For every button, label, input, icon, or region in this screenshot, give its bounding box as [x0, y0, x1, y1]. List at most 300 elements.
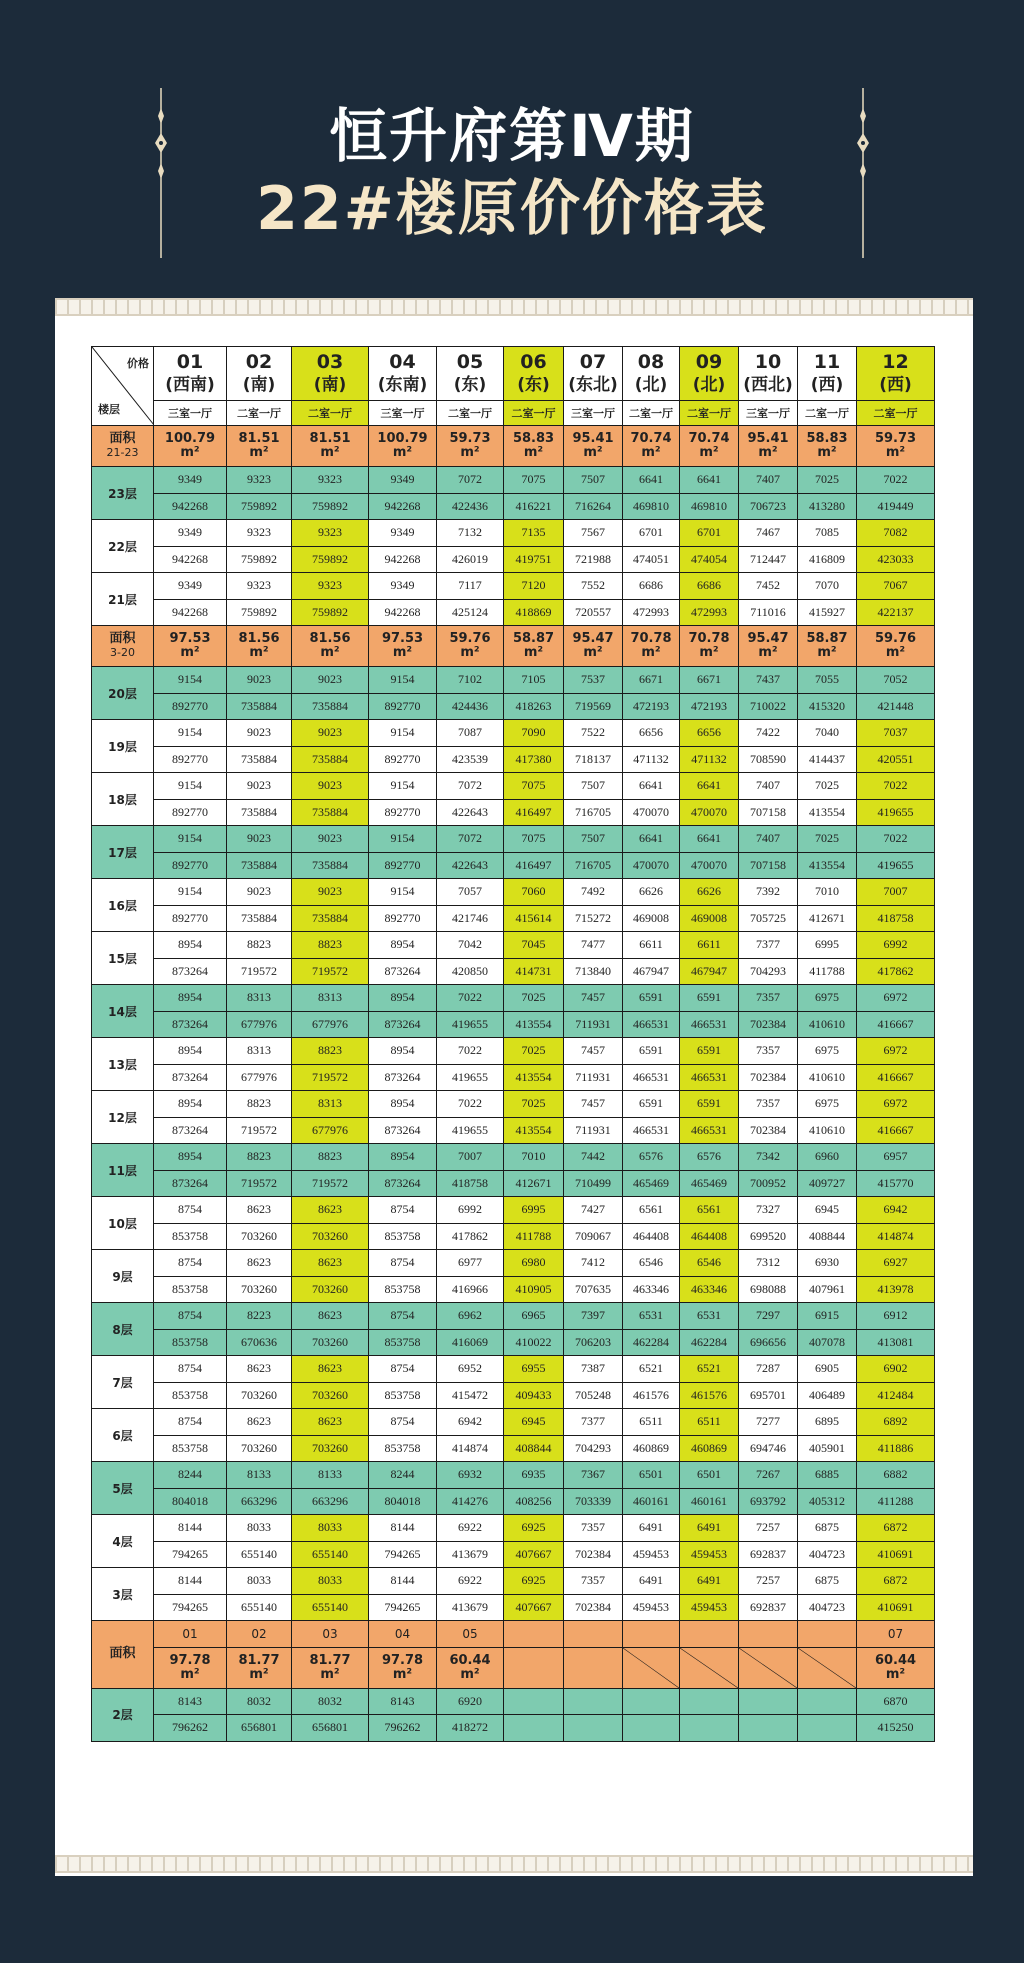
total-price-cell: 796262 — [154, 1715, 227, 1742]
total-price-cell: 892770 — [154, 746, 227, 773]
unit-price-cell: 7357 — [739, 1091, 798, 1118]
floor-row-unit-price — [92, 667, 935, 694]
unit-price-cell: 8754 — [154, 1356, 227, 1383]
total-price-cell: 702384 — [739, 1117, 798, 1144]
unit-price-cell: 7025 — [798, 467, 857, 494]
total-price-cell: 873264 — [154, 1011, 227, 1038]
room-type-cell: 二室一厅 — [292, 400, 369, 425]
floor-row-unit-price — [92, 1568, 935, 1595]
unit-price-cell: 6915 — [798, 1303, 857, 1330]
area-unit: m² — [249, 645, 269, 660]
area-value: 70.78 — [688, 631, 730, 646]
unit-price-cell: 9154 — [154, 667, 227, 694]
total-price-cell: 706723 — [739, 493, 798, 520]
total-price-cell: 466531 — [623, 1064, 680, 1091]
unit-number: 04 — [389, 351, 416, 374]
floor-row-unit-price — [92, 1515, 935, 1542]
total-price-cell: 413554 — [798, 799, 857, 826]
unit-price-cell: 7297 — [739, 1303, 798, 1330]
total-price-cell: 466531 — [623, 1011, 680, 1038]
unit-price-cell: 6912 — [857, 1303, 935, 1330]
total-price-cell: 703260 — [227, 1382, 292, 1409]
total-price-cell: 719572 — [227, 1117, 292, 1144]
total-price-cell: 413081 — [857, 1329, 935, 1356]
total-price-cell: 804018 — [369, 1488, 437, 1515]
unit-price-cell: 7025 — [504, 1038, 564, 1065]
unit-price-cell: 7257 — [739, 1568, 798, 1595]
total-price-cell: 712447 — [739, 546, 798, 573]
total-price-cell: 853758 — [369, 1435, 437, 1462]
unit-price-cell: 9023 — [292, 667, 369, 694]
total-price-cell: 413280 — [798, 493, 857, 520]
area-unit: m² — [523, 645, 544, 660]
unit-price-cell: 6561 — [623, 1197, 680, 1224]
unit-price-cell: 6591 — [680, 1091, 739, 1118]
area-value: 58.87 — [806, 631, 848, 646]
total-price-cell: 421448 — [857, 693, 935, 720]
area-cell — [739, 626, 798, 667]
unit-orientation: (南) — [313, 375, 347, 396]
room-type-cell: 二室一厅 — [798, 400, 857, 425]
total-price-cell: 410610 — [798, 1117, 857, 1144]
unit-price-cell: 6491 — [680, 1568, 739, 1595]
unit-price-cell: 6977 — [437, 1250, 504, 1277]
total-price-cell: 892770 — [154, 852, 227, 879]
unit-price-cell: 6975 — [798, 985, 857, 1012]
area-row — [92, 626, 935, 667]
floor2-unit-number — [564, 1621, 623, 1648]
unit-price-cell: 7025 — [798, 826, 857, 853]
area-label: 面积 — [109, 431, 136, 446]
total-price-cell: 419655 — [857, 799, 935, 826]
unit-price-cell: 6531 — [680, 1303, 739, 1330]
floor-row-total-price — [92, 1223, 935, 1250]
total-price-cell: 853758 — [369, 1276, 437, 1303]
total-price-cell: 411288 — [857, 1488, 935, 1515]
total-price-cell: 459453 — [680, 1541, 739, 1568]
total-price-cell: 469008 — [623, 905, 680, 932]
floor2-unit-number — [798, 1621, 857, 1648]
floor-label: 22层 — [92, 520, 154, 573]
unit-price-cell: 8754 — [154, 1250, 227, 1277]
floor2-unit-price-row — [92, 1688, 935, 1715]
unit-price-cell: 8313 — [292, 1091, 369, 1118]
floor2-unit-number-row — [92, 1621, 935, 1648]
unit-price-cell: 8954 — [154, 1038, 227, 1065]
total-price-cell: 414874 — [857, 1223, 935, 1250]
unit-price-cell: 9154 — [154, 773, 227, 800]
unit-price-cell: 9323 — [227, 520, 292, 547]
area-cell — [680, 626, 739, 667]
total-price-cell: 416497 — [504, 852, 564, 879]
total-price-cell: 735884 — [227, 905, 292, 932]
area-unit: m² — [180, 1666, 200, 1682]
total-price-cell: 703260 — [227, 1276, 292, 1303]
floor-row-total-price — [92, 1117, 935, 1144]
unit-price-cell: 8823 — [292, 1144, 369, 1171]
room-type-cell: 三室一厅 — [564, 400, 623, 425]
unit-price-cell: 7055 — [798, 667, 857, 694]
unit-price-cell: 9154 — [154, 720, 227, 747]
unit-price-cell: 9154 — [369, 667, 437, 694]
floor-row-unit-price — [92, 1197, 935, 1224]
unit-price-cell: 6591 — [680, 985, 739, 1012]
unit-price-cell: 8143 — [369, 1688, 437, 1715]
unit-number: 06 — [520, 351, 547, 374]
total-price-cell: 418272 — [437, 1715, 504, 1742]
total-price-cell: 414437 — [798, 746, 857, 773]
unit-price-cell: 8823 — [227, 1144, 292, 1171]
unit-price-cell: 6942 — [857, 1197, 935, 1224]
total-price-cell: 419655 — [437, 1064, 504, 1091]
total-price-cell: 460161 — [680, 1488, 739, 1515]
unit-price-cell: 8143 — [154, 1688, 227, 1715]
area-label-cell — [92, 426, 154, 467]
area-value: 97.53 — [381, 631, 424, 646]
unit-price-cell: 6491 — [623, 1515, 680, 1542]
floor2-area-cell — [680, 1647, 739, 1688]
unit-price-cell: 6895 — [798, 1409, 857, 1436]
unit-price-cell: 7507 — [564, 773, 623, 800]
floor-label: 8层 — [92, 1303, 154, 1356]
floor-label: 23层 — [92, 467, 154, 520]
total-price-cell: 796262 — [369, 1715, 437, 1742]
unit-price-cell: 7392 — [739, 879, 798, 906]
total-price-cell: 471132 — [623, 746, 680, 773]
total-price-cell: 892770 — [154, 693, 227, 720]
area-cell — [437, 626, 504, 667]
unit-price-cell: 7357 — [739, 985, 798, 1012]
total-price-cell: 735884 — [292, 799, 369, 826]
total-price-cell: 470070 — [623, 852, 680, 879]
unit-price-cell: 8313 — [227, 985, 292, 1012]
total-price-cell: 463346 — [623, 1276, 680, 1303]
unit-price-cell: 6872 — [857, 1568, 935, 1595]
total-price-cell: 700952 — [739, 1170, 798, 1197]
unit-price-cell: 9023 — [227, 773, 292, 800]
total-price-cell: 412671 — [504, 1170, 564, 1197]
area-unit: m² — [758, 445, 778, 460]
total-price-cell: 415472 — [437, 1382, 504, 1409]
unit-price-cell: 8823 — [227, 932, 292, 959]
total-price-cell: 472193 — [680, 693, 739, 720]
unit-number: 07 — [579, 351, 607, 374]
corner-floor-label: 楼层 — [98, 403, 120, 416]
unit-price-cell: 7377 — [739, 932, 798, 959]
floor-row-total-price — [92, 905, 935, 932]
unit-price-cell: 6975 — [798, 1091, 857, 1118]
total-price-cell: 422643 — [437, 852, 504, 879]
unit-header-10 — [739, 347, 798, 401]
unit-price-cell: 6972 — [857, 985, 935, 1012]
total-price-cell: 702384 — [739, 1064, 798, 1091]
area-value: 60.44 — [874, 1652, 917, 1668]
unit-price-cell: 9023 — [227, 667, 292, 694]
floor-row-total-price — [92, 1329, 935, 1356]
area-value: 70.74 — [688, 431, 730, 446]
bottom-border-pattern — [55, 1855, 973, 1873]
area-cell — [154, 626, 227, 667]
unit-price-cell: 7072 — [437, 467, 504, 494]
area-value: 95.41 — [747, 431, 789, 446]
unit-price-cell: 6641 — [623, 773, 680, 800]
total-price-cell: 719572 — [292, 1170, 369, 1197]
total-price-cell: 416667 — [857, 1064, 935, 1091]
total-price-cell: 677976 — [292, 1117, 369, 1144]
unit-price-cell: 6955 — [504, 1356, 564, 1383]
unit-price-cell — [623, 1688, 680, 1715]
room-type-cell: 二室一厅 — [680, 400, 739, 425]
total-price-cell: 735884 — [292, 905, 369, 932]
unit-price-cell: 7552 — [564, 573, 623, 600]
total-price-cell: 804018 — [154, 1488, 227, 1515]
area-value: 97.78 — [169, 1652, 211, 1668]
floor-row-unit-price — [92, 1409, 935, 1436]
unit-price-cell: 8823 — [292, 1038, 369, 1065]
unit-price-cell: 8144 — [154, 1568, 227, 1595]
total-price-cell: 466531 — [680, 1117, 739, 1144]
floor-row-unit-price — [92, 1144, 935, 1171]
unit-header-02 — [227, 347, 292, 401]
floor-row-total-price — [92, 599, 935, 626]
floor-label: 9层 — [92, 1250, 154, 1303]
total-price-cell: 413554 — [504, 1064, 564, 1091]
unit-price-cell: 7010 — [504, 1144, 564, 1171]
unit-price-cell: 7537 — [564, 667, 623, 694]
unit-price-cell: 7132 — [437, 520, 504, 547]
total-price-cell: 410691 — [857, 1594, 935, 1621]
unit-price-cell: 7072 — [437, 826, 504, 853]
unit-price-cell: 9349 — [369, 573, 437, 600]
area-value: 60.44 — [449, 1652, 491, 1668]
unit-number: 09 — [695, 351, 723, 374]
unit-price-cell: 7442 — [564, 1144, 623, 1171]
area-value: 70.78 — [630, 631, 672, 646]
area-unit: m² — [392, 445, 413, 460]
title-line-1: 恒升府第Ⅳ期 — [329, 102, 695, 170]
area-cell — [564, 426, 623, 467]
unit-price-cell: 7060 — [504, 879, 564, 906]
total-price-cell: 715272 — [564, 905, 623, 932]
total-price-cell: 407667 — [504, 1541, 564, 1568]
total-price-cell: 942268 — [369, 493, 437, 520]
unit-number: 05 — [456, 351, 484, 374]
total-price-cell: 415614 — [504, 905, 564, 932]
room-type-cell: 二室一厅 — [857, 400, 935, 425]
area-unit: m² — [885, 645, 906, 660]
floor2-unit-number: 05 — [437, 1621, 504, 1648]
unit-price-cell: 7022 — [857, 826, 935, 853]
unit-price-cell: 9323 — [292, 520, 369, 547]
total-price-cell: 470070 — [623, 799, 680, 826]
unit-number: 01 — [176, 351, 204, 374]
unit-price-cell: 6952 — [437, 1356, 504, 1383]
unit-orientation: (北) — [634, 375, 668, 396]
total-price-cell: 794265 — [154, 1594, 227, 1621]
unit-price-cell: 6870 — [857, 1688, 935, 1715]
area-unit: m² — [320, 645, 340, 660]
unit-price-cell: 6576 — [623, 1144, 680, 1171]
total-price-cell: 705248 — [564, 1382, 623, 1409]
total-price-cell: 462284 — [680, 1329, 739, 1356]
total-price-cell: 794265 — [369, 1594, 437, 1621]
area-cell — [798, 626, 857, 667]
unit-header-04 — [369, 347, 437, 401]
unit-price-cell: 9323 — [292, 467, 369, 494]
total-price-cell: 942268 — [154, 599, 227, 626]
area-floor-range: 3-20 — [110, 646, 135, 659]
floor-row-total-price — [92, 546, 935, 573]
area-floor-range: 21-23 — [106, 446, 139, 459]
floor2-area-cell — [154, 1647, 227, 1688]
area-unit: m² — [392, 645, 413, 660]
total-price-cell: 710499 — [564, 1170, 623, 1197]
total-price-cell: 419655 — [437, 1011, 504, 1038]
unit-price-cell: 7007 — [857, 879, 935, 906]
unit-orientation: (南) — [242, 375, 276, 396]
unit-price-cell: 8954 — [369, 1038, 437, 1065]
unit-price-cell: 6942 — [437, 1409, 504, 1436]
unit-price-cell: 7052 — [857, 667, 935, 694]
total-price-cell: 413679 — [437, 1594, 504, 1621]
floor2-unit-number: 07 — [857, 1621, 935, 1648]
floor-label: 7层 — [92, 1356, 154, 1409]
total-price-cell: 416667 — [857, 1117, 935, 1144]
total-price-cell: 423033 — [857, 546, 935, 573]
area-value: 100.79 — [377, 431, 428, 446]
total-price-cell: 735884 — [227, 799, 292, 826]
total-price-cell: 892770 — [369, 693, 437, 720]
unit-price-cell: 7407 — [739, 467, 798, 494]
unit-price-cell: 8033 — [292, 1568, 369, 1595]
area-value: 81.56 — [309, 631, 351, 646]
unit-price-cell: 6511 — [680, 1409, 739, 1436]
total-price-cell: 419655 — [437, 1117, 504, 1144]
total-price-cell: 464408 — [680, 1223, 739, 1250]
total-price-cell: 472993 — [623, 599, 680, 626]
total-price-cell: 467947 — [623, 958, 680, 985]
unit-price-cell: 6957 — [857, 1144, 935, 1171]
total-price-cell: 892770 — [154, 905, 227, 932]
floor2-unit-number: 02 — [227, 1621, 292, 1648]
area-cell — [680, 426, 739, 467]
total-price-cell: 466531 — [680, 1064, 739, 1091]
area-value: 95.47 — [572, 631, 614, 646]
unit-price-cell: 7057 — [437, 879, 504, 906]
total-price-cell: 426019 — [437, 546, 504, 573]
total-price-cell: 759892 — [227, 546, 292, 573]
unit-price-cell: 7075 — [504, 773, 564, 800]
unit-orientation: (西) — [879, 375, 912, 396]
unit-price-cell: 6591 — [623, 1091, 680, 1118]
total-price-cell: 470070 — [680, 852, 739, 879]
floor-label: 2层 — [92, 1688, 154, 1741]
total-price-cell: 469810 — [680, 493, 739, 520]
floor-row-unit-price — [92, 1303, 935, 1330]
floor-label: 11层 — [92, 1144, 154, 1197]
total-price-cell: 677976 — [292, 1011, 369, 1038]
total-price-cell: 408256 — [504, 1488, 564, 1515]
unit-price-cell: 7492 — [564, 879, 623, 906]
floor-label: 6层 — [92, 1409, 154, 1462]
unit-price-cell: 8032 — [292, 1688, 369, 1715]
unit-price-cell: 7022 — [857, 773, 935, 800]
unit-orientation: (西) — [810, 375, 844, 396]
unit-number: 11 — [813, 351, 841, 374]
floor-row-total-price — [92, 746, 935, 773]
unit-price-cell: 7477 — [564, 932, 623, 959]
unit-price-cell: 7105 — [504, 667, 564, 694]
area-unit: m² — [583, 645, 603, 660]
area-unit: m² — [817, 645, 837, 660]
floor2-unit-number — [739, 1621, 798, 1648]
floor-row-total-price — [92, 852, 935, 879]
unit-price-cell: 6626 — [680, 879, 739, 906]
unit-price-cell: 7257 — [739, 1515, 798, 1542]
floor2-area-cell — [227, 1647, 292, 1688]
total-price-cell: 708590 — [739, 746, 798, 773]
floor-label: 21层 — [92, 573, 154, 626]
unit-price-cell: 6995 — [798, 932, 857, 959]
area-value: 81.56 — [238, 631, 280, 646]
unit-price-cell: 9349 — [154, 467, 227, 494]
unit-price-cell: 6641 — [623, 826, 680, 853]
unit-price-cell: 9154 — [369, 773, 437, 800]
unit-price-cell: 7567 — [564, 520, 623, 547]
unit-price-cell: 9154 — [154, 879, 227, 906]
unit-price-cell: 6935 — [504, 1462, 564, 1489]
total-price-cell: 472993 — [680, 599, 739, 626]
unit-price-cell: 6992 — [437, 1197, 504, 1224]
total-price-cell: 853758 — [154, 1382, 227, 1409]
total-price-cell — [680, 1715, 739, 1742]
unit-price-cell: 8623 — [292, 1250, 369, 1277]
area-value: 58.83 — [806, 431, 848, 446]
total-price-cell: 702384 — [564, 1541, 623, 1568]
unit-price-cell: 6925 — [504, 1515, 564, 1542]
total-price-cell: 467947 — [680, 958, 739, 985]
unit-price-cell: 6671 — [680, 667, 739, 694]
total-price-cell: 415927 — [798, 599, 857, 626]
floor-label: 3层 — [92, 1568, 154, 1621]
unit-price-cell: 9023 — [227, 826, 292, 853]
unit-price-cell: 7070 — [798, 573, 857, 600]
total-price-cell: 411788 — [798, 958, 857, 985]
total-price-cell: 873264 — [154, 1064, 227, 1091]
total-price-cell: 873264 — [369, 1011, 437, 1038]
total-price-cell: 418758 — [437, 1170, 504, 1197]
unit-price-cell: 8144 — [369, 1568, 437, 1595]
unit-price-cell: 7040 — [798, 720, 857, 747]
total-price-cell: 655140 — [292, 1594, 369, 1621]
total-price-cell: 472193 — [623, 693, 680, 720]
total-price-cell: 655140 — [227, 1594, 292, 1621]
room-type-cell: 二室一厅 — [437, 400, 504, 425]
floor-row-total-price — [92, 1541, 935, 1568]
floor-label: 14层 — [92, 985, 154, 1038]
total-price-cell: 466531 — [680, 1011, 739, 1038]
unit-price-cell: 6591 — [680, 1038, 739, 1065]
area-unit: m² — [758, 645, 778, 660]
unit-price-cell: 8623 — [292, 1356, 369, 1383]
total-price-cell: 719572 — [292, 1064, 369, 1091]
total-price-cell: 663296 — [292, 1488, 369, 1515]
area-value: 58.87 — [512, 631, 555, 646]
unit-price-cell: 9154 — [369, 720, 437, 747]
total-price-cell: 853758 — [369, 1223, 437, 1250]
area-value: 59.73 — [874, 431, 917, 446]
unit-price-cell: 7117 — [437, 573, 504, 600]
